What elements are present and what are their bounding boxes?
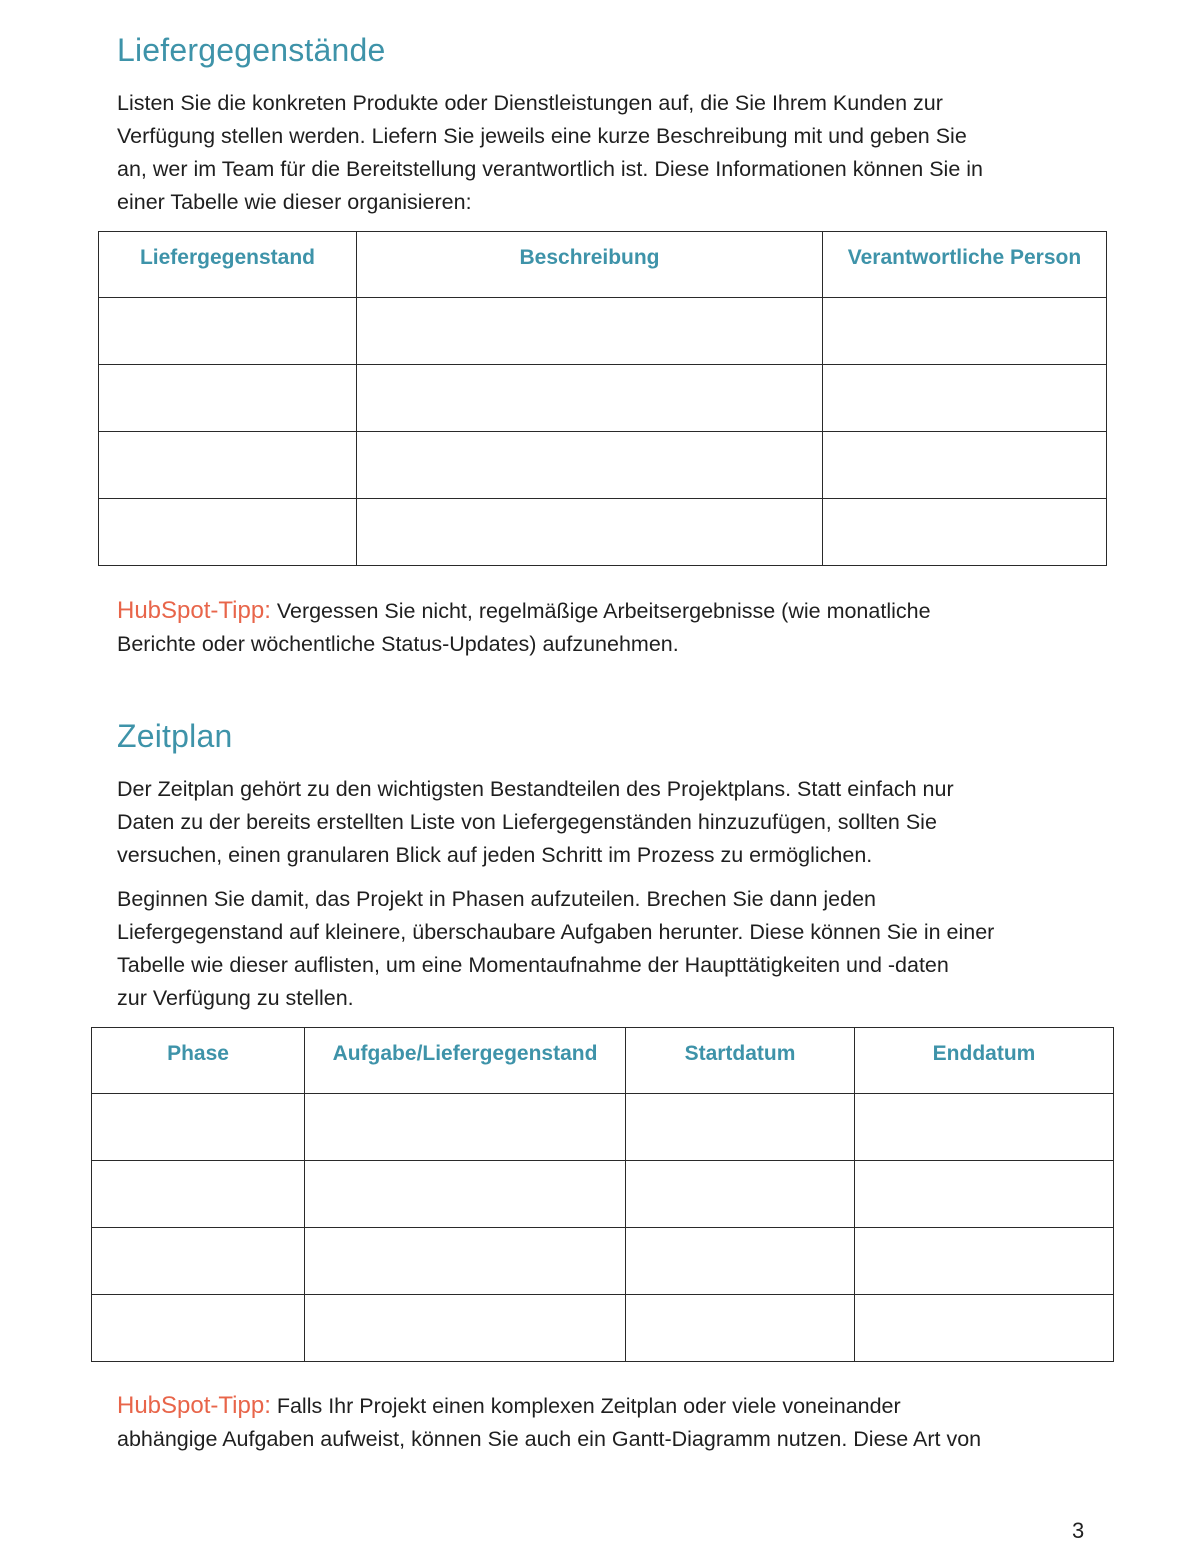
table-cell[interactable] [855, 1295, 1114, 1362]
table-cell[interactable] [357, 499, 823, 566]
table-cell[interactable] [305, 1161, 626, 1228]
table-cell[interactable] [99, 365, 357, 432]
table-cell[interactable] [626, 1228, 855, 1295]
table-row [92, 1228, 1114, 1295]
column-header-start-date: Startdatum [626, 1028, 855, 1094]
paragraph-line: Der Zeitplan gehört zu den wichtigsten Bestandteilen des Projektplans. Statt einfach nur [117, 777, 954, 801]
table-cell[interactable] [357, 298, 823, 365]
table-cell[interactable] [823, 298, 1107, 365]
section-heading-deliverables: Liefergegenstände [117, 32, 386, 68]
table-row [99, 298, 1107, 365]
table-cell[interactable] [855, 1161, 1114, 1228]
schedule-intro-paragraph [117, 773, 1107, 872]
table-row [99, 499, 1107, 566]
paragraph-line: Daten zu der bereits erstellten Liste von Liefergegenständen hinzuzufügen, sollten Sie [117, 810, 937, 834]
table-cell[interactable] [357, 432, 823, 499]
tip-label: HubSpot-Tipp: [117, 597, 271, 624]
table-cell[interactable] [92, 1295, 305, 1362]
table-row [92, 1094, 1114, 1161]
table-header-row [92, 1028, 1114, 1094]
paragraph-line: versuchen, einen granularen Blick auf jeden Schritt im Prozess zu ermöglichen. [117, 843, 873, 867]
table-cell[interactable] [626, 1094, 855, 1161]
table-cell[interactable] [305, 1295, 626, 1362]
tip-text: Vergessen Sie nicht, regelmäßige Arbeitsergebnisse (wie monatliche [270, 599, 931, 623]
paragraph-line: an, wer im Team für die Bereitstellung verantwortlich ist. Diese Informationen können Sie in [117, 157, 983, 181]
paragraph-line: Beginnen Sie damit, das Projekt in Phasen aufzuteilen. Brechen Sie dann jeden [117, 887, 876, 911]
table-cell[interactable] [626, 1295, 855, 1362]
page-number: 3 [1072, 1518, 1085, 1543]
hubspot-tip-schedule [117, 1389, 1107, 1456]
paragraph-line: zur Verfügung zu stellen. [117, 986, 354, 1010]
paragraph-line: Verfügung stellen werden. Liefern Sie jeweils eine kurze Beschreibung mit und geben Sie [117, 124, 967, 148]
hubspot-tip-deliverables [117, 594, 1107, 661]
tip-label: HubSpot-Tipp: [117, 1392, 271, 1419]
column-header-deliverable: Liefergegenstand [99, 232, 357, 298]
column-header-description: Beschreibung [357, 232, 823, 298]
schedule-phases-paragraph [117, 883, 1107, 1015]
table-row [92, 1161, 1114, 1228]
tip-line: abhängige Aufgaben aufweist, können Sie auch ein Gantt-Diagramm nutzen. Diese Art von [117, 1427, 982, 1451]
table-row [99, 365, 1107, 432]
paragraph-line: Listen Sie die konkreten Produkte oder Dienstleistungen auf, die Sie Ihrem Kunden zur [117, 91, 943, 115]
table-row [92, 1295, 1114, 1362]
paragraph-line: Tabelle wie dieser auflisten, um eine Momentaufnahme der Haupttätigkeiten und -daten [117, 953, 949, 977]
deliverables-table [98, 231, 1107, 566]
column-header-phase: Phase [92, 1028, 305, 1094]
table-cell[interactable] [855, 1228, 1114, 1295]
deliverables-intro-paragraph [117, 87, 1107, 219]
tip-line [117, 1389, 1107, 1423]
table-cell[interactable] [99, 298, 357, 365]
table-cell[interactable] [92, 1228, 305, 1295]
column-header-responsible-person: Verantwortliche Person [823, 232, 1107, 298]
table-cell[interactable] [823, 432, 1107, 499]
tip-text: Falls Ihr Projekt einen komplexen Zeitplan oder viele voneinander [270, 1394, 901, 1418]
table-cell[interactable] [92, 1094, 305, 1161]
column-header-end-date: Enddatum [855, 1028, 1114, 1094]
paragraph-line: Liefergegenstand auf kleinere, überschaubare Aufgaben herunter. Diese können Sie in einer [117, 920, 995, 944]
table-cell[interactable] [823, 499, 1107, 566]
table-header-row [99, 232, 1107, 298]
table-cell[interactable] [99, 432, 357, 499]
table-cell[interactable] [92, 1161, 305, 1228]
table-cell[interactable] [305, 1228, 626, 1295]
table-cell[interactable] [823, 365, 1107, 432]
table-cell[interactable] [357, 365, 823, 432]
tip-line: Berichte oder wöchentliche Status-Updates) aufzunehmen. [117, 632, 679, 656]
table-cell[interactable] [626, 1161, 855, 1228]
table-cell[interactable] [305, 1094, 626, 1161]
paragraph-line: einer Tabelle wie dieser organisieren: [117, 190, 472, 214]
tip-line [117, 594, 1107, 628]
table-cell[interactable] [99, 499, 357, 566]
schedule-table [91, 1027, 1114, 1362]
column-header-task: Aufgabe/Liefergegenstand [305, 1028, 626, 1094]
section-heading-schedule: Zeitplan [117, 718, 233, 754]
table-cell[interactable] [855, 1094, 1114, 1161]
table-row [99, 432, 1107, 499]
